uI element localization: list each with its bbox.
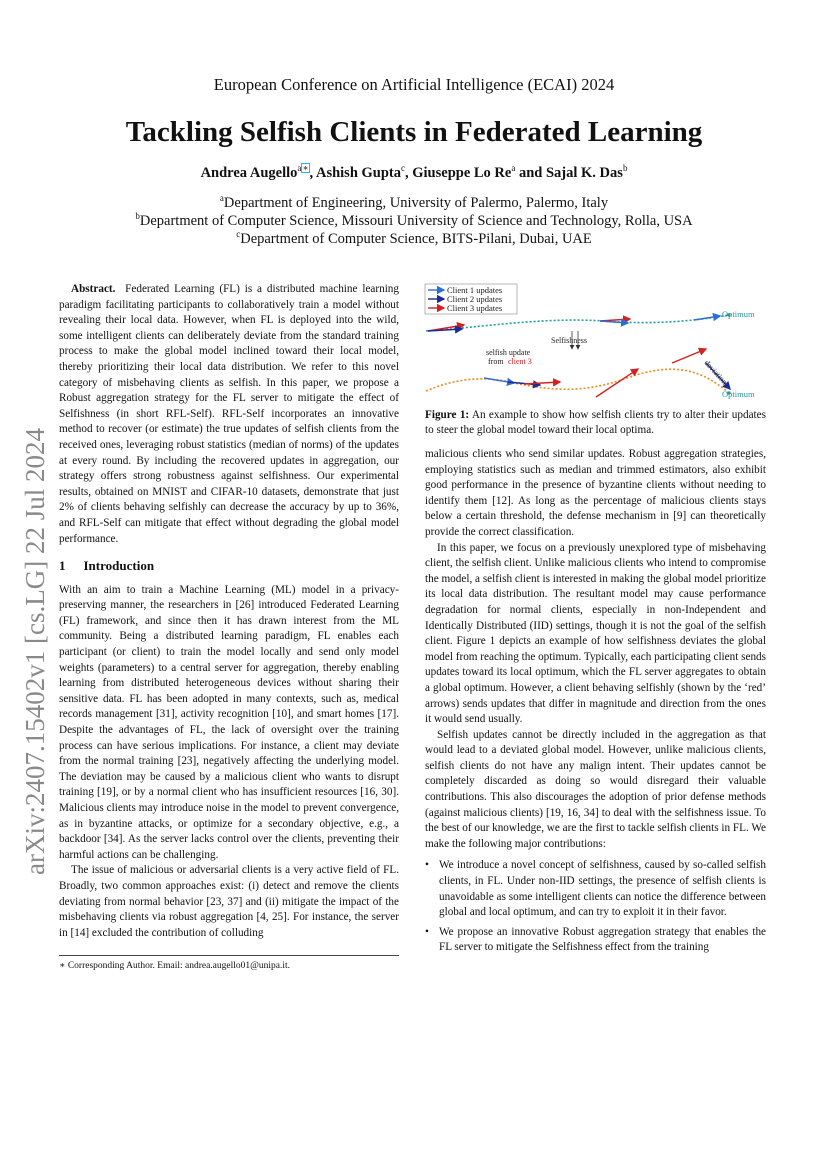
author-affiliation-mark: a bbox=[511, 163, 516, 173]
author-affiliation-mark: c bbox=[401, 163, 405, 173]
abstract-text: Federated Learning (FL) is a distributed machine learning paradigm facilitating participants to collaboratively train a model without revealing their local data. However, when FL is deployed into the wild, some intelligent clients can deliberately deviate from the standard training process to make the global model inclined toward their local model, thereby prioritizing their local data distribution. We refer to this novel category of misbehaving clients as selfish. In this paper, we propose a Robust aggregation strategy for the FL server to mitigate the effect of Selfishness (in short RFL-Self). RFL-Self incorporates an innovative method to recover (or estimate) the true updates of selfish clients from the received ones, leveraging robust statistics (median of norms) of the updates at every round. By including the recovered updates in aggregation, our strategy offers strong robustness against selfishness. Our experimental results, obtained on MNIST and CIFAR-10 datasets, demonstrate that just 2% of clients behaving selfishly can decrease the accuracy by up to 36%, and RFL-Self can mitigate that effect without degrading the global model performance. bbox=[59, 283, 399, 545]
optimum-label-bottom: Optimum bbox=[722, 389, 755, 399]
caption-label: Figure 1: bbox=[425, 409, 470, 421]
author-name: Ashish Gupta bbox=[315, 164, 401, 181]
global-path-teal bbox=[426, 315, 729, 331]
author-name: Giuseppe Lo Re bbox=[412, 164, 512, 181]
footnote-divider bbox=[59, 955, 399, 956]
abstract bbox=[59, 282, 399, 547]
section-number: 1 bbox=[59, 558, 66, 574]
affiliation-text: Department of Engineering, University of Palermo, Palermo, Italy bbox=[223, 194, 609, 211]
figure-legend bbox=[425, 284, 517, 314]
right-paragraph-1: In this paper, we focus on a previously unexplored type of misbehaving client, the selfish client. Unlike malicious clients who intend to compromise the model, a selfish client is interested in making the global model prioritize its local data distribution. The resultant model may cause performance degradation for normal clients, especially in non-Independent and Identically Distributed (IID) settings, though it is not the goal of the selfish client. Figure 1 depicts an example of how selfishness deviates the global model from reaching the optimum. Typically, each participating client sends updates toward its local optimum, which the FL server aggregates to obtain a global optimum. However, a client behaving selfishly (shown by the ‘red’ arrows) sends updates that differ in magnitude and direction from the ones it would send usually. bbox=[425, 541, 766, 726]
affiliation-mark: c bbox=[236, 229, 241, 239]
figure-1-diagram bbox=[424, 283, 766, 405]
author-name: Andrea Augello bbox=[200, 164, 298, 181]
section-heading-introduction bbox=[59, 558, 399, 574]
client-3-label: client 3 bbox=[508, 357, 532, 366]
author-affiliation-mark: b bbox=[622, 163, 628, 173]
intro-paragraph-1: With an aim to train a Machine Learning (ML) model in a privacy-preserving manner, the researchers in [26] introduced Federated Learning (FL) framework, and since then it has drawn interest from the ML community. Being a distributed learning paradigm, FL enables each participant (or client) to train the model locally and send only model weights (parameters) to a central server for aggregation, thereby enabling learning from distributed heterogeneous devices without sharing their sensitive data. FL has been adopted in many contexts, such as, medical records management [31], activity recognition [10], and smart homes [17]. Despite the advantages of FL, the lack of oversight over the training process can have serious implications. For instance, a client may deviate from the normal training [23], negatively affecting the underlying model. The deviation may be caused by a malicious client who wants to disrupt training [19], or by a normal client who has insufficient resources [16, 30]. Malicious clients may introduce noise in the model to prevent convergence, as in byzantine attacks, or optimize for a secondary objective, e.g., a backdoor [34]. As the server lacks control over the clients, preventing their harmful actions can be challenging. bbox=[59, 583, 399, 861]
author-name: Sajal K. Das bbox=[545, 164, 623, 181]
intro-paragraph-2: The issue of malicious or adversarial clients is a very active field of FL. Broadly, two common approaches exist: (i) detect and remove the clients deviating from normal behavior [23, 37] and (ii) mitigate the impact of the misbehaving clients via robust aggregation [4, 25]. For instance, the server in [14] excluded the contribution of colluding bbox=[59, 864, 399, 939]
left-column bbox=[59, 282, 399, 941]
affiliation-text: Department of Computer Science, Missouri University of Science and Technology, Rolla, USA bbox=[139, 212, 693, 229]
deviation-label: deviation bbox=[702, 358, 730, 387]
paper-title: Tackling Selfish Clients in Federated Learning bbox=[125, 116, 703, 148]
right-paragraph-0: malicious clients who send similar updates. Robust aggregation strategies, employing statistics such as median and trimmed estimators, also exhibit good performance in the presence of byzantine clients without needing to identify them [12]. As long as the percentage of malicious clients stays below a certain threshold, the defense mechanism in [9] can theoretically provide the correct classification. bbox=[425, 448, 766, 538]
global-path-orange bbox=[426, 369, 729, 393]
affiliation bbox=[0, 229, 828, 248]
from-label: from bbox=[488, 357, 504, 366]
update-arrow bbox=[428, 329, 462, 331]
caption-text: An example to show how selfish clients try to alter their updates to steer the global model toward their local optima. bbox=[425, 409, 766, 436]
right-column bbox=[425, 447, 766, 960]
author-affiliation-mark: a bbox=[297, 163, 302, 173]
section-title: Introduction bbox=[83, 558, 155, 574]
corresponding-author-link[interactable]: ∗ bbox=[302, 163, 309, 173]
selfish-update-label: selfish update bbox=[486, 348, 531, 357]
contribution-item: • We introduce a novel concept of selfishness, caused by so-called selfish clients, in FL. Under non-IID settings, the presence of selfish clients is unavoidable as some intelligent clients can notice the difference between global and local optimum, and can try to exploit it in their favor. bbox=[425, 858, 766, 920]
selfishness-label: Selfishness bbox=[551, 336, 587, 345]
figure-1-caption bbox=[425, 408, 766, 438]
affiliation bbox=[0, 193, 828, 212]
affiliation-text: Department of Computer Science, BITS-Pilani, Dubai, UAE bbox=[240, 230, 592, 247]
update-arrow bbox=[600, 321, 628, 323]
optimum-label-top: Optimum bbox=[722, 309, 755, 319]
right-paragraph-2: Selfish updates cannot be directly included in the aggregation as that would lead to a deviated global model. However, unlike malicious clients, selfish clients do not have any malign intent. Their updates cannot be completely discarded as doing so would disregard their valuable contributions. This also discourages the adoption of prior defense methods (against malicious clients) [19, 16, 34] to deal with the selfishness issue. To the best of our knowledge, we are the first to tackle selfish clients in FL. We make the following major contributions: bbox=[425, 728, 766, 850]
legend-client-2: Client 2 updates bbox=[447, 294, 503, 304]
update-arrow bbox=[694, 316, 720, 320]
selfish-update-arrow bbox=[596, 369, 638, 397]
selfish-update-arrow bbox=[672, 349, 706, 363]
arxiv-stamp bbox=[20, 375, 50, 875]
legend-client-1: Client 1 updates bbox=[447, 285, 503, 295]
affiliation-mark: a bbox=[219, 193, 224, 203]
abstract-label: Abstract. bbox=[71, 283, 116, 295]
contributions-list bbox=[425, 858, 766, 956]
arxiv-stamp-text: arXiv:2407.15402v1 [cs.LG] 22 Jul 2024 bbox=[20, 428, 50, 875]
contribution-item: • We propose an innovative Robust aggregation strategy that enables the FL server to mitigate the Selfishness effect from the training bbox=[425, 925, 766, 956]
selfish-update-arrow bbox=[524, 382, 560, 384]
author-list: Andrea Augello$^{a∗}$, Ashish Gupta$^c$, Giuseppe Lo Re$^a$ and Sajal K. Das$^b$ bbox=[200, 163, 628, 181]
legend-client-3: Client 3 updates bbox=[447, 303, 503, 313]
affiliation-mark: b bbox=[135, 211, 140, 221]
affiliation bbox=[0, 211, 828, 230]
footnote: ∗ Corresponding Author. Email: andrea.augello01@unipa.it. bbox=[59, 961, 291, 971]
conference-header: European Conference on Artificial Intelligence (ECAI) 2024 bbox=[213, 75, 615, 94]
